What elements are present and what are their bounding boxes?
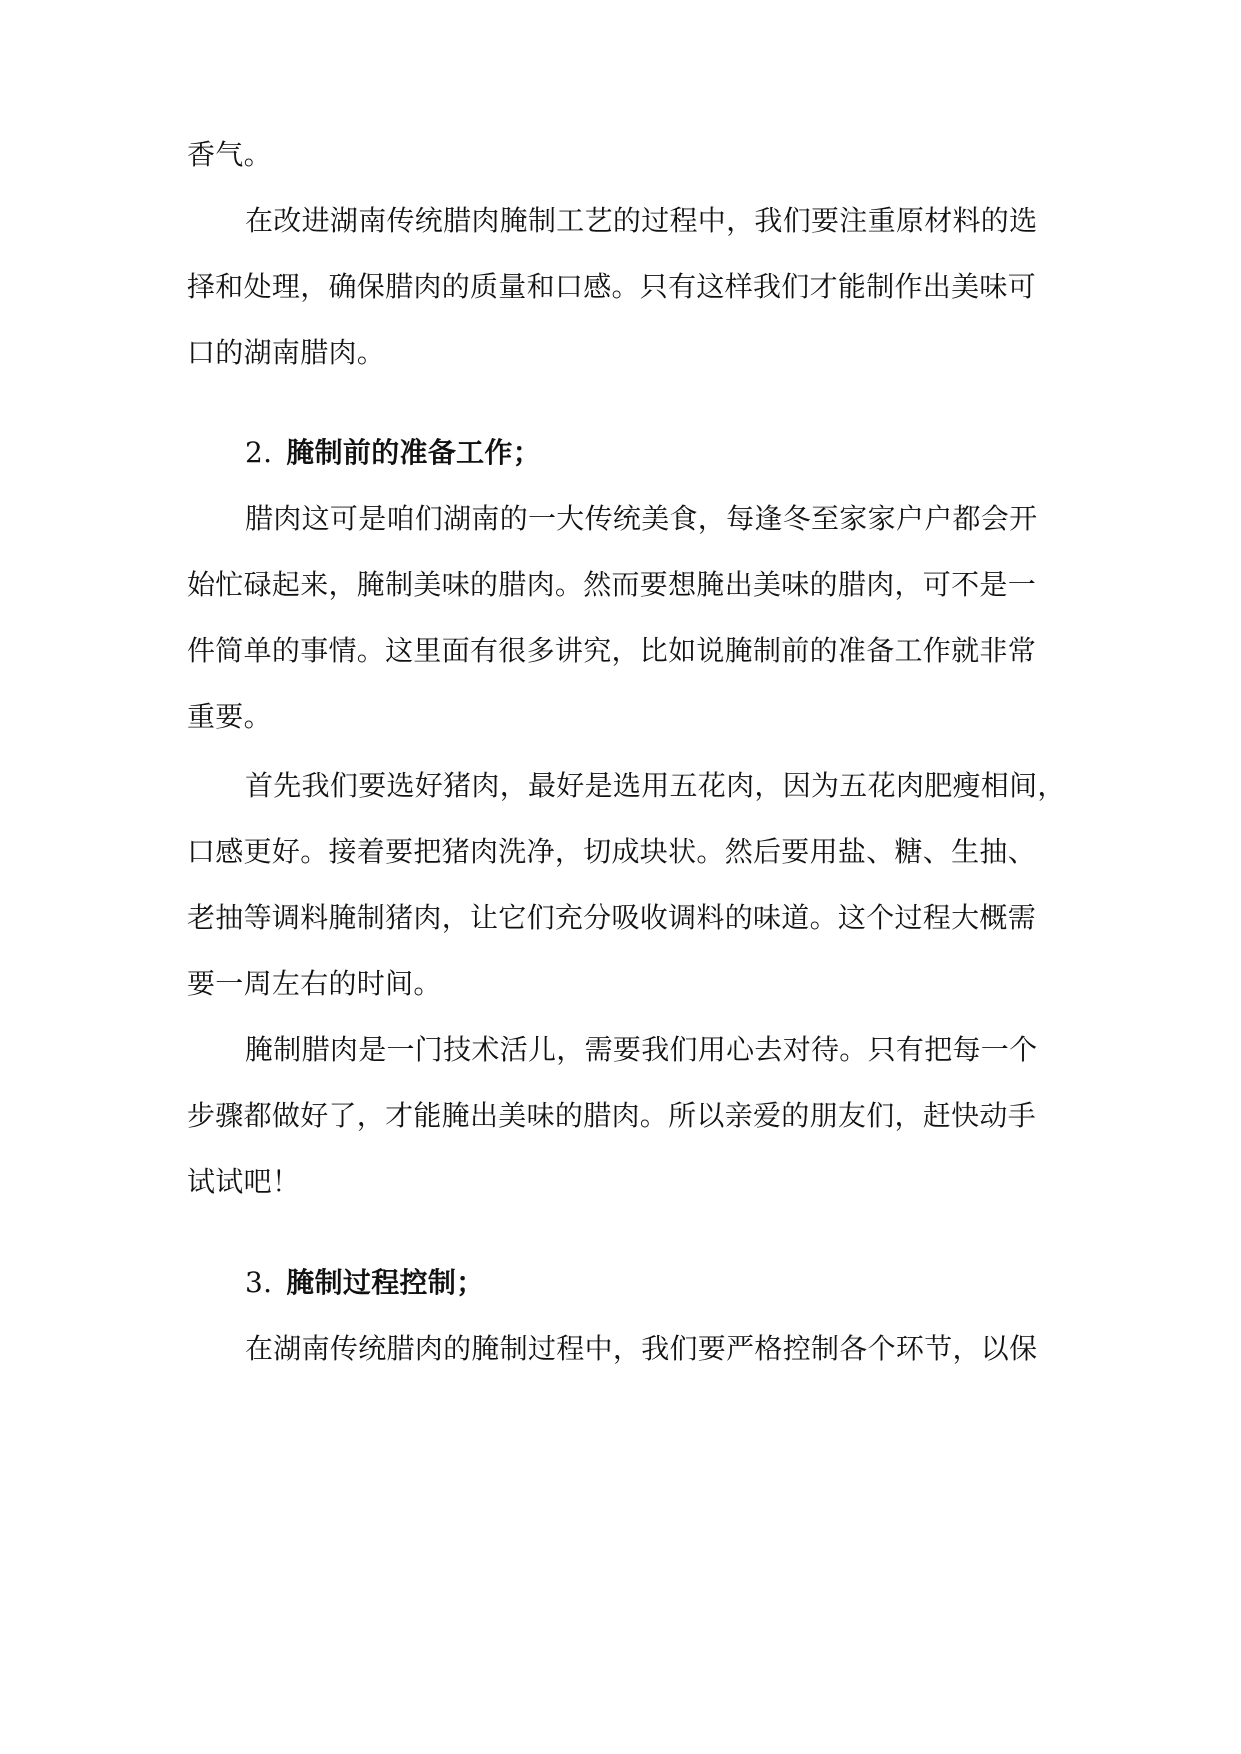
paragraph-line: 口感更好。接着要把猪肉洗净，切成块状。然后要用盐、糖、生抽、: [187, 835, 1037, 868]
paragraph-line: 重要。: [187, 700, 272, 733]
paragraph-line: 老抽等调料腌制猪肉，让它们充分吸收调料的味道。这个过程大概需: [187, 901, 1037, 934]
section-title: 腌制过程控制；: [286, 1266, 485, 1299]
paragraph-line: 腌制腊肉是一门技术活儿，需要我们用心去对待。只有把每一个: [245, 1033, 1038, 1066]
section-number: 3.: [245, 1266, 273, 1299]
paragraph-line: 择和处理，确保腊肉的质量和口感。只有这样我们才能制作出美味可: [187, 270, 1037, 303]
section-title: 腌制前的准备工作；: [286, 436, 542, 469]
paragraph-line: 步骤都做好了，才能腌出美味的腊肉。所以亲爱的朋友们，赶快动手: [187, 1099, 1037, 1132]
paragraph-line: 口的湖南腊肉。: [187, 336, 386, 369]
section-heading: [245, 433, 1125, 473]
paragraph-line: 在湖南传统腊肉的腌制过程中，我们要严格控制各个环节，以保: [245, 1332, 1038, 1365]
paragraph-line: 要一周左右的时间。: [187, 967, 442, 1000]
paragraph-line: 腊肉这可是咱们湖南的一大传统美食，每逢冬至家家户户都会开: [245, 502, 1038, 535]
paragraph-line: 首先我们要选好猪肉，最好是选用五花肉，因为五花肉肥瘦相间，: [245, 769, 1066, 802]
paragraph-line: 香气。: [187, 138, 272, 171]
section-heading: [245, 1263, 1125, 1303]
paragraph-line: 试试吧！: [187, 1165, 301, 1198]
paragraph-line: 在改进湖南传统腊肉腌制工艺的过程中，我们要注重原材料的选: [245, 204, 1038, 237]
paragraph-line: 件简单的事情。这里面有很多讲究，比如说腌制前的准备工作就非常: [187, 634, 1037, 667]
paragraph-line: 始忙碌起来，腌制美味的腊肉。然而要想腌出美味的腊肉，可不是一: [187, 568, 1037, 601]
section-number: 2.: [245, 436, 273, 469]
